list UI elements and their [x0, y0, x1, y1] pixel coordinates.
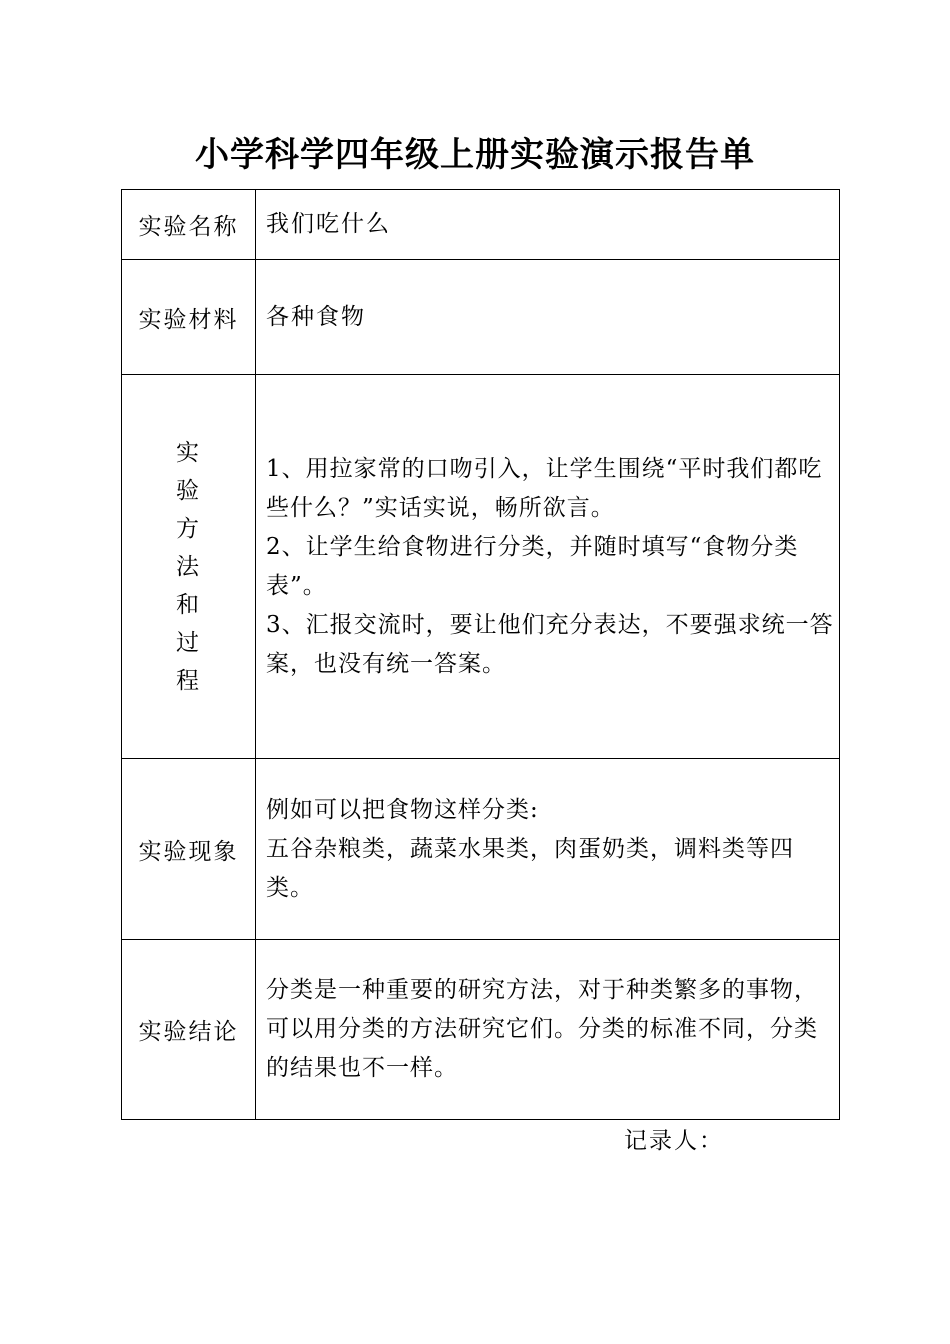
experiment-name-value: 我们吃什么	[256, 190, 840, 260]
method-label-vertical	[176, 434, 201, 700]
phenomenon-line-2: 五谷杂粮类，蔬菜水果类，肉蛋奶类，调料类等四类。	[266, 835, 794, 901]
method-label-char: 和	[176, 591, 201, 618]
phenomenon-line-1: 例如可以把食物这样分类:	[266, 796, 539, 823]
phenomenon-value	[256, 759, 840, 940]
report-table	[121, 189, 840, 1120]
conclusion-value	[256, 940, 840, 1120]
method-label-char: 方	[176, 515, 201, 542]
method-step-3: 3、汇报交流时，要让他们充分表达，不要强求统一答案，也没有统一答案。	[266, 611, 834, 677]
table-row-phenomenon	[122, 759, 840, 940]
recorder-label: 记录人：	[624, 1128, 724, 1154]
table-row-materials	[122, 260, 840, 375]
table-row-experiment-name	[122, 190, 840, 260]
method-label-char: 验	[176, 477, 201, 504]
method-label-char: 程	[176, 667, 201, 694]
method-label-char: 过	[176, 629, 201, 656]
conclusion-label: 实验结论	[122, 940, 256, 1120]
phenomenon-label: 实验现象	[122, 759, 256, 940]
method-step-1: 1、用拉家常的口吻引入，让学生围绕“平时我们都吃些什么？”实话实说，畅所欲言。	[266, 455, 823, 521]
method-label	[122, 375, 256, 759]
table-row-method	[122, 375, 840, 759]
table-row-conclusion	[122, 940, 840, 1120]
page-title: 小学科学四年级上册实验演示报告单	[195, 135, 755, 175]
method-label-char: 法	[176, 553, 201, 580]
method-value	[256, 375, 840, 759]
materials-value: 各种食物	[256, 260, 840, 375]
conclusion-text: 分类是一种重要的研究方法，对于种类繁多的事物，可以用分类的方法研究它们。分类的标准不同，分类的结果也不一样。	[266, 977, 818, 1081]
method-step-2: 2、让学生给食物进行分类，并随时填写“食物分类表”。	[266, 533, 799, 599]
materials-label: 实验材料	[122, 260, 256, 375]
method-label-char: 实	[176, 439, 201, 466]
experiment-name-label: 实验名称	[122, 190, 256, 260]
